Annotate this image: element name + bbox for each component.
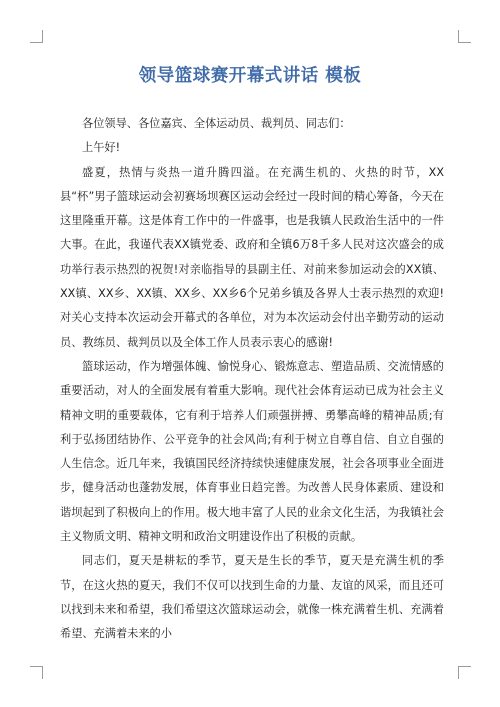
document-title: 领导篮球赛开幕式讲话 模板 xyxy=(138,66,362,86)
basketball-significance-paragraph: 篮球运动，作为增强体魄、愉悦身心、锻炼意志、塑造品质、交流情感的重要活动，对人的全面发展有着重大影响。现代社会体育运动已成为社会主义精神文明的重要载体，它有利于培养人们顽强拼搏、勇攀高峰的精神品质;有利于弘扬团结协作、公平竞争的社会风尚;有利于树立自尊自信、自立自强的人生信念。近几年来，我镇国民经济持续快速健康发展，社会各项事业全面进步，健身活动也蓬勃发展，体育事业日趋完善。为改善人民身体素质、建设和谐坝起到了积极向上的作用。极大地丰富了人民的业余文化生活，为我镇社会主义物质文明、精神文明和政治文明建设作出了积极的贡献。 xyxy=(60,359,444,544)
salutation-paragraph: 各位领导、各位嘉宾、全体运动员、裁判员、同志们： xyxy=(82,117,351,130)
document-body xyxy=(60,112,444,647)
crop-mark-bottom-left xyxy=(30,666,43,679)
crop-mark-top-right xyxy=(458,30,471,43)
crop-mark-bottom-right xyxy=(458,666,471,679)
summer-paragraph: 同志们，夏天是耕耘的季节，夏天是生长的季节，夏天是充满生机的季节，在这火热的夏天，我们不仅可以找到生命的力量、友谊的风采，而且还可以找到未来和希望，我们希望这次篮球运动会，就像一株充满着生机、充满着希望、充满着未来的小 xyxy=(60,554,444,641)
opening-paragraph: 盛夏，热情与炎热一道升腾四溢。在充满生机的、火热的时节，XX县“杯”男子篮球运动会初赛场坝赛区运动会经过一段时间的精心筹备，今天在这里隆重开幕。这是体育工作中的一件盛事，也是我镇人民政治生活中的一件大事。在此，我谨代表XX镇党委、政府和全镇6万8千多人民对这次盛会的成功举行表示热烈的祝贺!对亲临指导的县副主任、对前来参加运动会的XX镇、XX镇、XX乡、XX镇、XX乡、XX乡6个兄弟乡镇及各界人士表示热烈的欢迎!对关心支持本次运动会开幕式的各单位，对为本次运动会付出辛勤劳动的运动员、教练员、裁判员以及全体工作人员表示衷心的感谢! xyxy=(60,165,444,349)
crop-mark-top-left xyxy=(30,30,43,43)
greeting-paragraph: 上午好! xyxy=(82,141,121,155)
